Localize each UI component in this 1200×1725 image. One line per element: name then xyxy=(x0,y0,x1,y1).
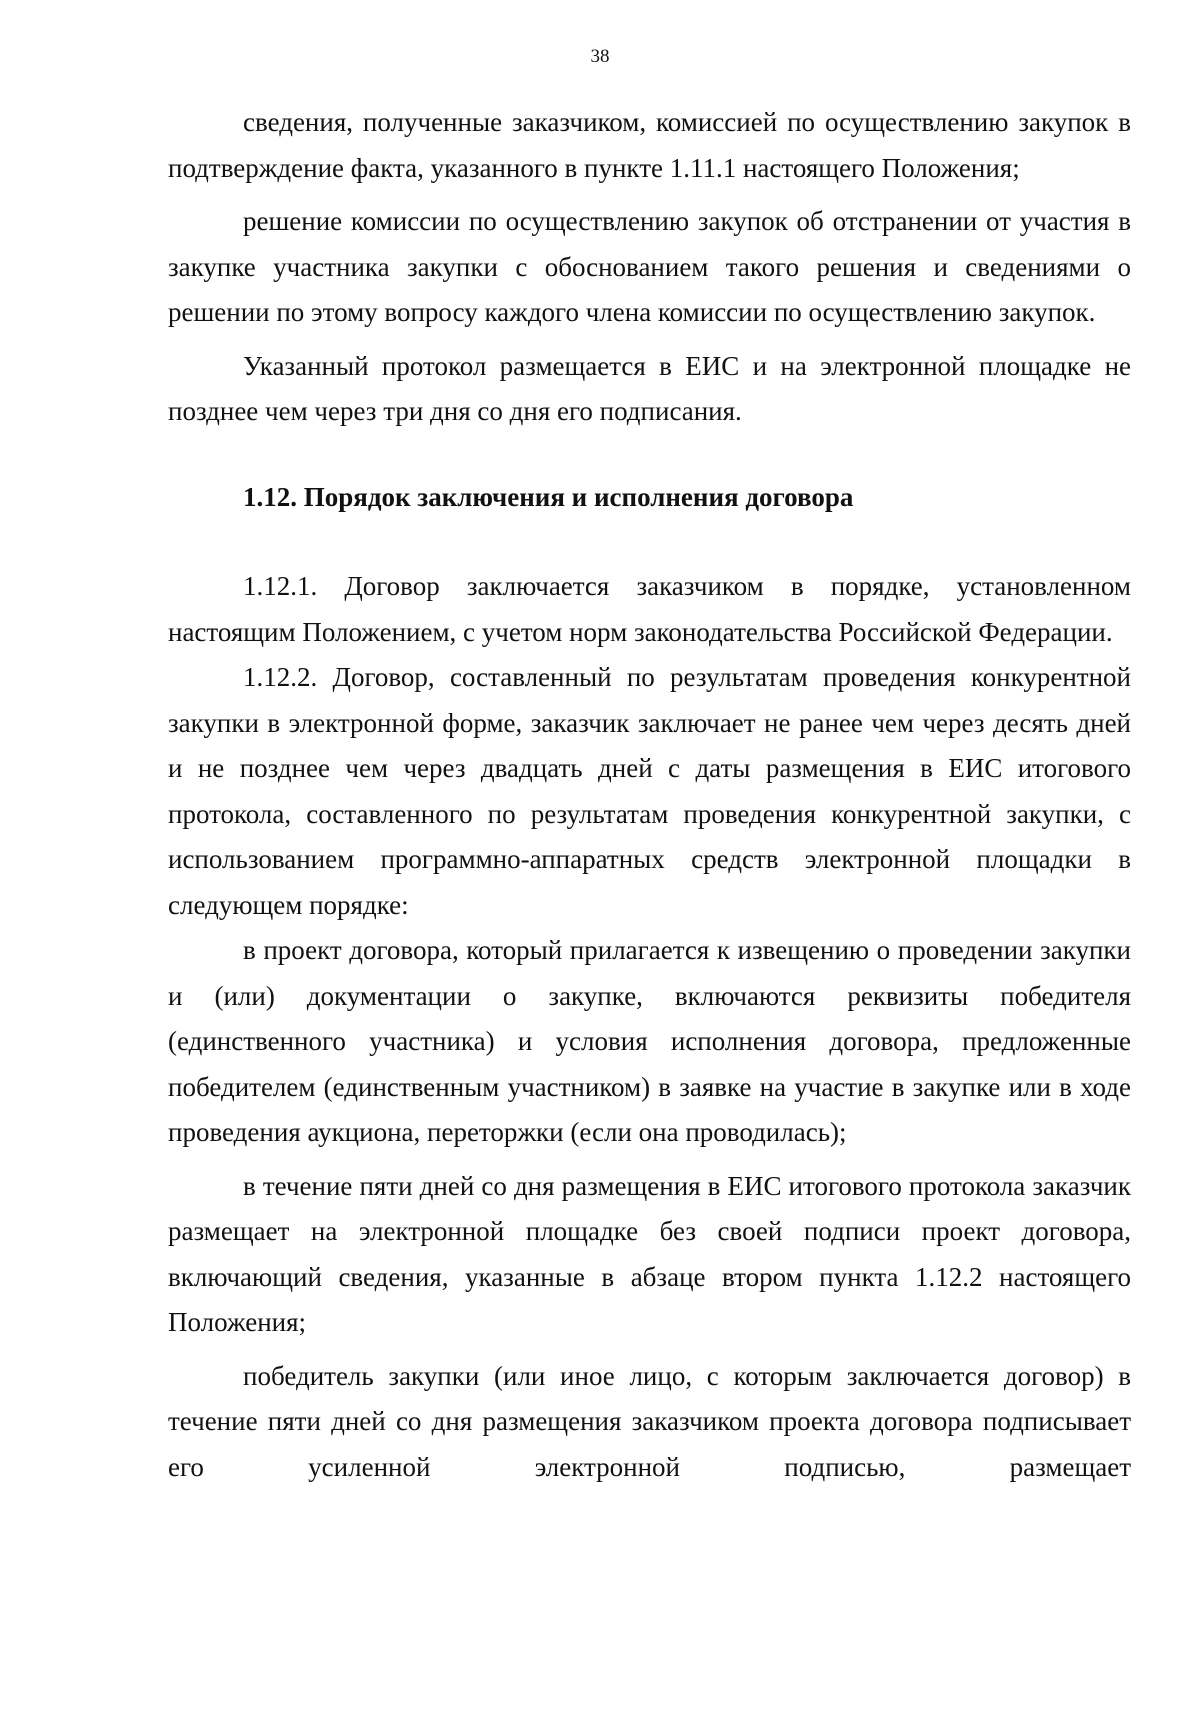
paragraph-five-days-posting: в течение пяти дней со дня размещения в ЕИС итогового протокола заказчик размещает на электронной площадке без своей подписи проект договора, включающий сведения, указанные в абзаце втором пункта 1.12.2 настоящего Положения; xyxy=(168,1170,1131,1337)
page-number: 38 xyxy=(590,46,610,67)
paragraph-1-12-1: 1.12.1. Договор заключается заказчиком в порядке, установленном настоящим Положением, с учетом норм законодательства Российской Федерации. xyxy=(168,571,1131,647)
paragraph-facts-info: сведения, полученные заказчиком, комиссией по осуществлению закупок в подтверждение факта, указанного в пункте 1.11.1 настоящего Положения; xyxy=(168,107,1131,183)
paragraph-1-12-2: 1.12.2. Договор, составленный по результатам проведения конкурентной закупки в электронной форме, заказчик заключает не ранее чем через десять дней и не позднее чем через двадцать дней с даты размещения в ЕИС итогового протокола, составленного по результатам проведения конкурентной закупки, с использованием программно-аппаратных средств электронной площадки в следующем порядке: xyxy=(168,662,1131,920)
section-heading: 1.12. Порядок заключения и исполнения договора xyxy=(243,481,854,512)
paragraph-protocol-publication: Указанный протокол размещается в ЕИС и на электронной площадке не позднее чем через три дня со дня его подписания. xyxy=(168,350,1131,426)
paragraph-contract-draft: в проект договора, который прилагается к извещению о проведении закупки и (или) документации о закупке, включаются реквизиты победителя (единственного участника) и условия исполнения договора, предложенные победителем (единственным участником) в заявке на участие в закупке или в ходе проведения аукциона, переторжки (если она проводилась); xyxy=(168,935,1131,1147)
paragraph-winner-signs: победитель закупки (или иное лицо, с которым заключается договор) в течение пяти дней со дня размещения заказчиком проекта договора подписывает его усиленной электронной подписью, размещает xyxy=(168,1360,1131,1482)
paragraph-commission-decision: решение комиссии по осуществлению закупок об отстранении от участия в закупке участника закупки с обоснованием такого решения и сведениями о решении по этому вопросу каждого члена комиссии по осуществлению закупок. xyxy=(168,206,1131,327)
document-body xyxy=(168,100,1131,1490)
